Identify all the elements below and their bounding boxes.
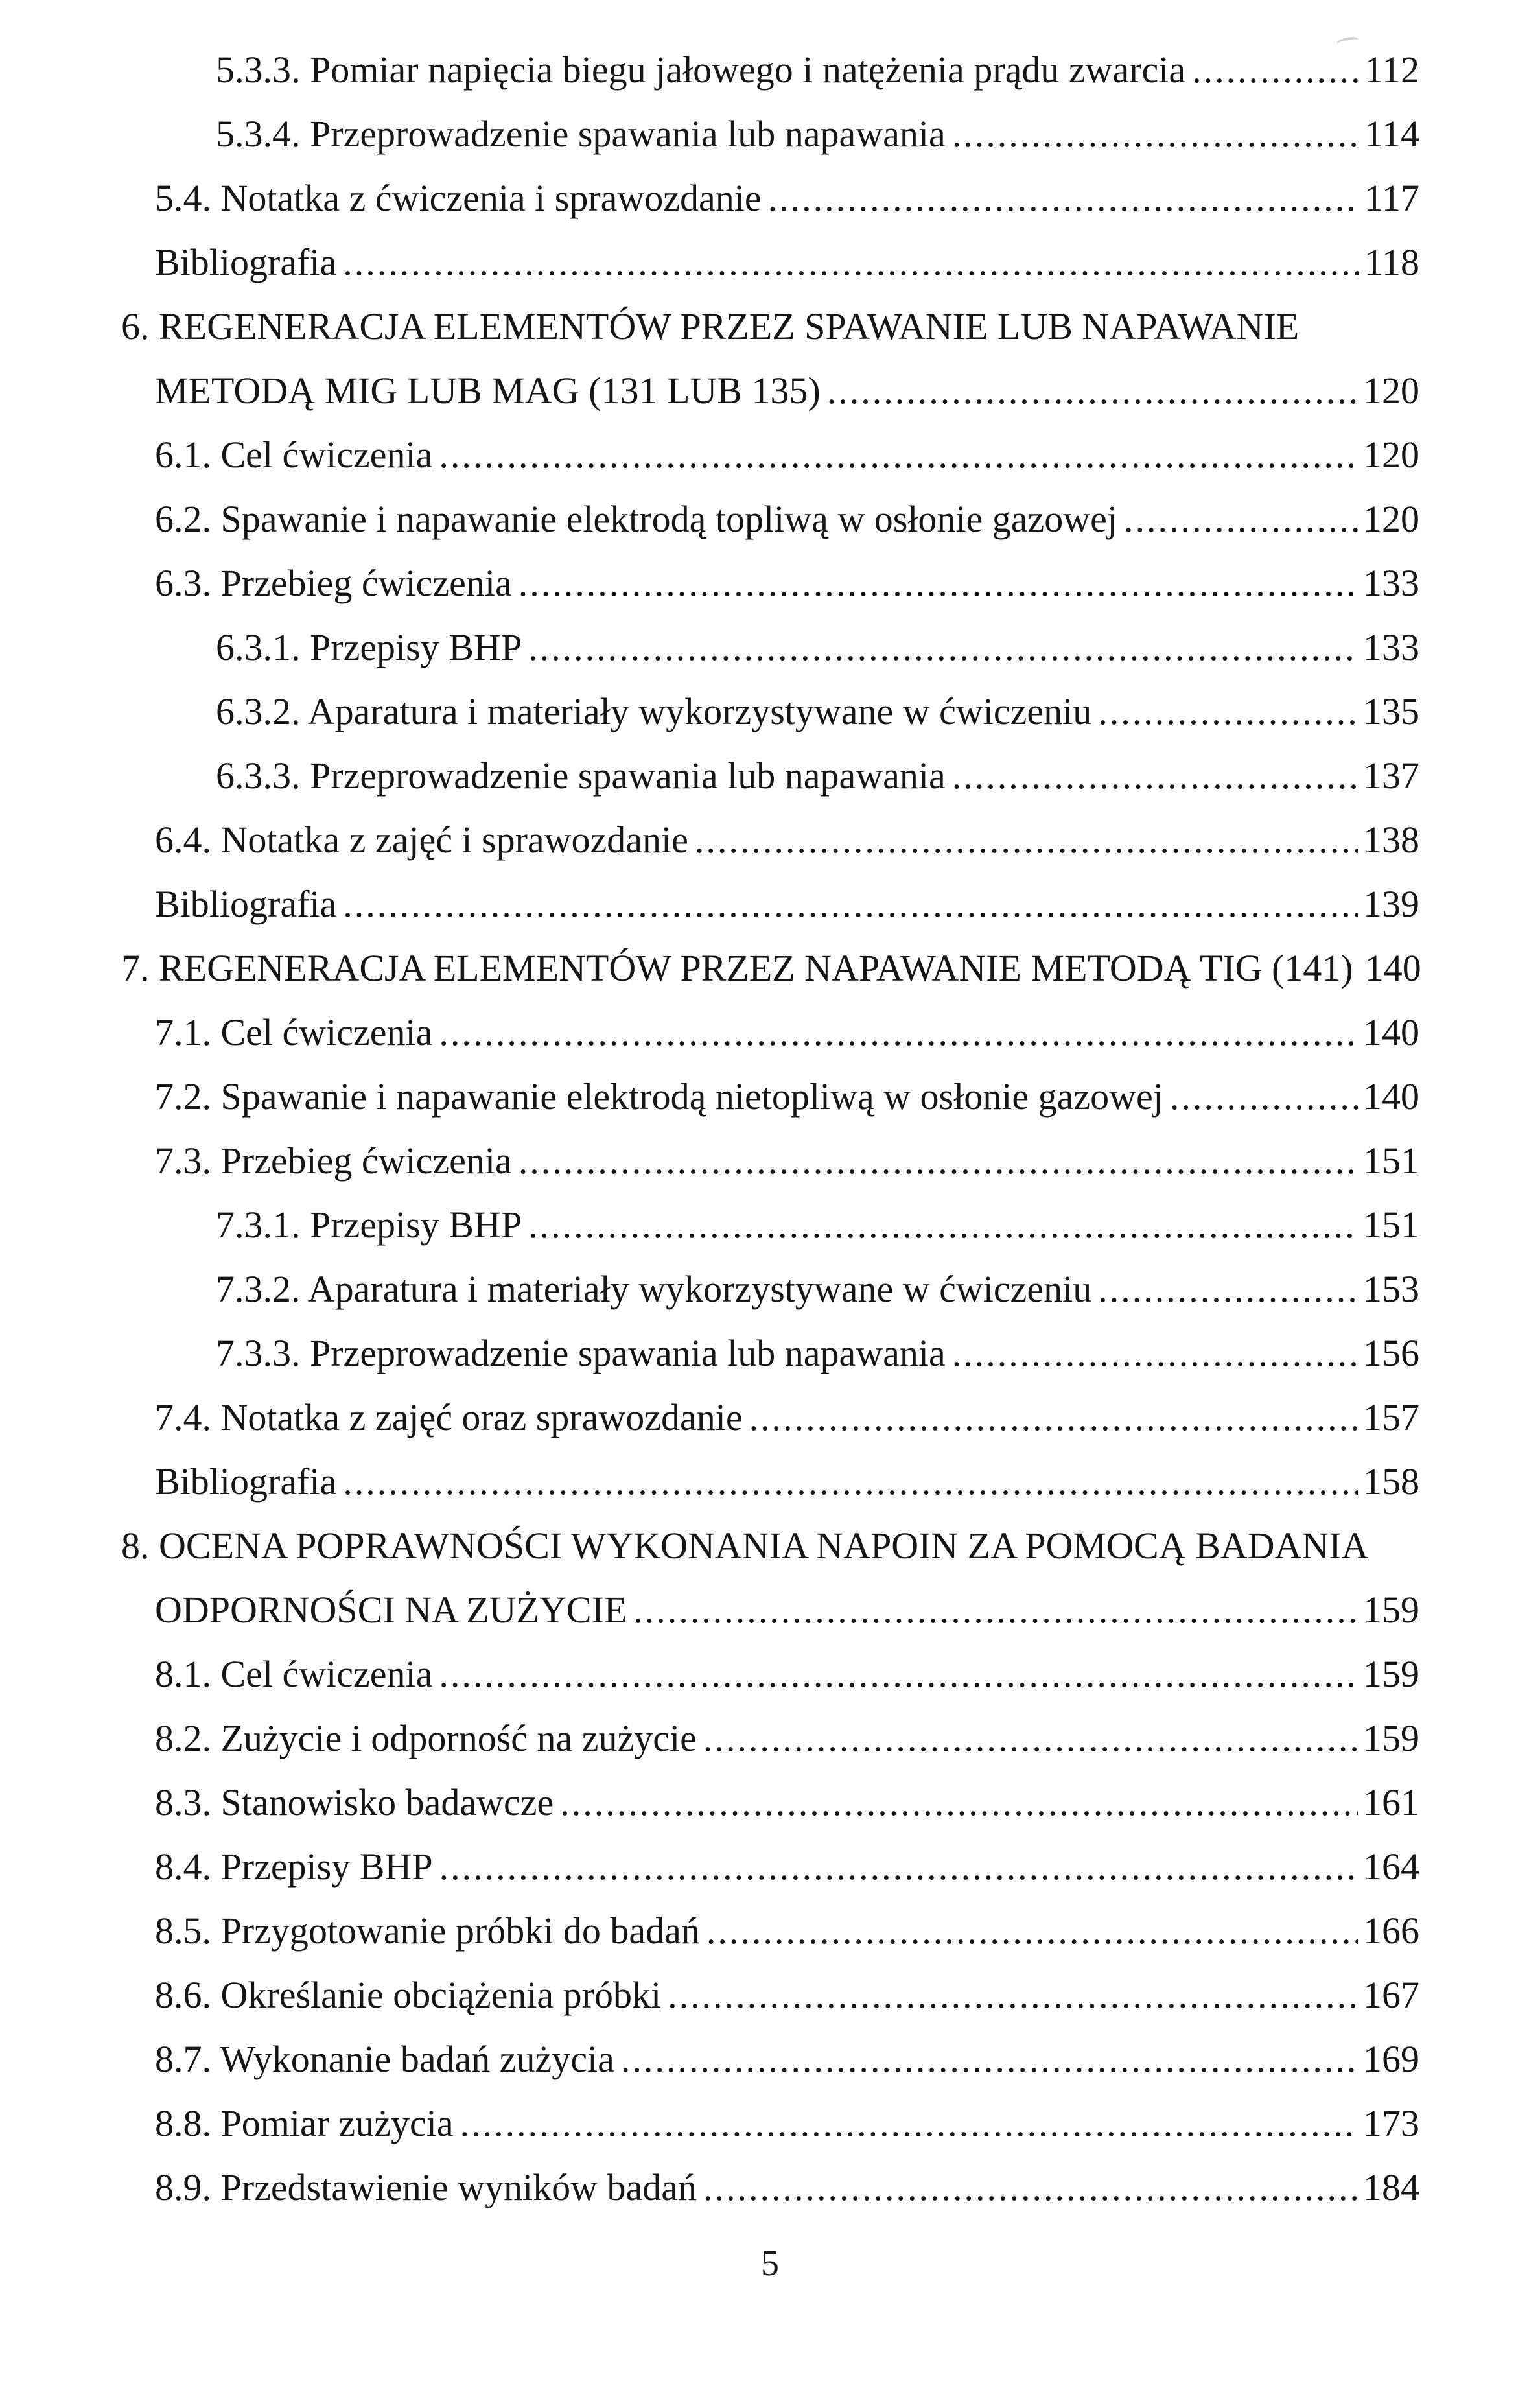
dot-leader — [703, 1706, 1358, 1770]
toc-entry-page: 173 — [1363, 2102, 1419, 2144]
toc-entry-page: 151 — [1363, 1204, 1419, 1246]
dot-leader — [439, 1000, 1358, 1064]
toc-entry — [121, 1000, 1419, 1064]
toc-entry-page: 138 — [1363, 819, 1419, 861]
dot-leader — [952, 743, 1358, 808]
toc-entry — [121, 551, 1419, 615]
toc-entry — [121, 1899, 1419, 1963]
dot-leader — [439, 423, 1358, 487]
dot-leader — [1192, 38, 1359, 102]
toc-entry — [121, 1385, 1419, 1449]
toc-entry-text: ODPORNOŚCI NA ZUŻYCIE — [155, 1589, 627, 1631]
dot-leader — [1098, 679, 1358, 743]
toc-entry-page: 117 — [1364, 177, 1419, 219]
dot-leader — [519, 1129, 1358, 1193]
toc-entry — [121, 743, 1419, 808]
toc-entry-page: 159 — [1363, 1589, 1419, 1631]
dot-leader — [343, 872, 1358, 936]
toc-entry-page: 139 — [1363, 883, 1419, 925]
toc-entry-text: 8.4. Przepisy BHP — [155, 1845, 433, 1888]
toc-entry-text: 8. OCENA POPRAWNOŚCI WYKONANIA NAPOIN ZA POMOCĄ BADANIA — [121, 1525, 1369, 1567]
toc-entry-text: 8.3. Stanowisko badawcze — [155, 1781, 554, 1823]
toc-entry — [121, 1834, 1419, 1899]
toc-entry — [121, 2027, 1419, 2091]
toc-entry-text: Bibliografia — [155, 1460, 337, 1503]
dot-leader — [706, 1899, 1358, 1963]
toc-entry-text: 8.9. Przedstawienie wyników badań — [155, 2166, 697, 2208]
toc-entry — [121, 1064, 1419, 1129]
toc-entry-text: 6.2. Spawanie i napawanie elektrodą topliwą w osłonie gazowej — [155, 498, 1117, 540]
toc-entry-text: 7.2. Spawanie i napawanie elektrodą nietopliwą w osłonie gazowej — [155, 1075, 1163, 1118]
toc-entry — [121, 230, 1419, 294]
toc-entry — [121, 936, 1419, 1000]
toc-entry — [121, 1578, 1419, 1642]
toc-entry-text: 5.3.3. Pomiar napięcia biegu jałowego i natężenia prądu zwarcia — [216, 49, 1186, 91]
dot-leader — [952, 1321, 1358, 1385]
toc-entry — [121, 487, 1419, 551]
toc-entry — [121, 1642, 1419, 1706]
toc-entry — [121, 1770, 1419, 1834]
toc-entry-page: 140 — [1363, 1075, 1419, 1118]
toc-entry — [121, 166, 1419, 230]
toc-entry-text: 6.3.1. Przepisy BHP — [216, 626, 522, 668]
toc-entry-text: 6.4. Notatka z zajęć i sprawozdanie — [155, 819, 688, 861]
toc-entry-page: 184 — [1363, 2166, 1419, 2208]
toc-entry-page: 161 — [1363, 1781, 1419, 1823]
toc-entry-page: 133 — [1363, 562, 1419, 604]
dot-leader — [439, 1834, 1358, 1899]
toc-entry — [121, 1706, 1419, 1770]
dot-leader — [528, 615, 1358, 679]
dot-leader — [519, 551, 1358, 615]
toc-entry-text: 5.3.4. Przeprowadzenie spawania lub napawania — [216, 113, 946, 155]
toc-entry — [121, 872, 1419, 936]
toc-entry-page: 140 — [1364, 947, 1421, 989]
dot-leader — [768, 166, 1359, 230]
toc-entry — [121, 2155, 1419, 2219]
toc-entry-page: 167 — [1363, 1974, 1419, 2016]
toc-entry-page: 112 — [1364, 49, 1419, 91]
dot-leader — [668, 1963, 1358, 2027]
toc-entry-page: 164 — [1363, 1845, 1419, 1888]
toc-entry-text: 8.6. Określanie obciążenia próbki — [155, 1974, 662, 2016]
toc-entry — [121, 615, 1419, 679]
dot-leader — [952, 102, 1359, 166]
footer-page-number: 5 — [761, 2243, 779, 2284]
toc-entry-page: 120 — [1363, 498, 1419, 540]
toc-entry — [121, 808, 1419, 872]
toc-entry-text: Bibliografia — [155, 241, 337, 283]
toc-entry-text: 7.4. Notatka z zajęć oraz sprawozdanie — [155, 1396, 743, 1438]
toc-entry-text: 8.7. Wykonanie badań zużycia — [155, 2038, 614, 2080]
toc-entry-text: 7.3.3. Przeprowadzenie spawania lub napawania — [216, 1332, 946, 1374]
toc-entry-page: 133 — [1363, 626, 1419, 668]
toc-entry-page: 159 — [1363, 1717, 1419, 1759]
toc-entry — [121, 2091, 1419, 2155]
toc-entry-text: 5.4. Notatka z ćwiczenia i sprawozdanie — [155, 177, 762, 219]
toc-entry — [121, 38, 1419, 102]
toc-entry-page: 159 — [1363, 1653, 1419, 1695]
dot-leader — [343, 1449, 1358, 1514]
table-of-contents — [121, 38, 1419, 2219]
toc-entry-text: 6.3.2. Aparatura i materiały wykorzystywane w ćwiczeniu — [216, 690, 1092, 732]
dot-leader — [1170, 1064, 1358, 1129]
toc-entry-text: METODĄ MIG LUB MAG (131 LUB 135) — [155, 369, 821, 412]
dot-leader — [827, 358, 1358, 423]
toc-entry — [121, 679, 1419, 743]
toc-entry-page: 120 — [1363, 434, 1419, 476]
toc-entry-text: 6.1. Cel ćwiczenia — [155, 434, 433, 476]
toc-entry-page: 166 — [1363, 1910, 1419, 1952]
toc-entry-text: 6.3.3. Przeprowadzenie spawania lub napawania — [216, 755, 946, 797]
toc-entry-page: 114 — [1364, 113, 1419, 155]
dot-leader — [703, 2155, 1358, 2219]
toc-entry-text: 7.1. Cel ćwiczenia — [155, 1011, 433, 1053]
dot-leader — [528, 1193, 1358, 1257]
dot-leader — [439, 1642, 1358, 1706]
toc-entry — [121, 1321, 1419, 1385]
dot-leader — [343, 230, 1359, 294]
toc-entry-page: 156 — [1363, 1332, 1419, 1374]
dot-leader — [460, 2091, 1358, 2155]
toc-entry-text: 7.3. Przebieg ćwiczenia — [155, 1140, 512, 1182]
toc-entry-text: 8.1. Cel ćwiczenia — [155, 1653, 433, 1695]
toc-entry — [121, 294, 1419, 358]
toc-entry-page: 169 — [1363, 2038, 1419, 2080]
toc-entry-text: 7.3.1. Przepisy BHP — [216, 1204, 522, 1246]
dot-leader — [749, 1385, 1358, 1449]
dot-leader — [1098, 1257, 1358, 1321]
dot-leader — [560, 1770, 1358, 1834]
toc-entry-page: 158 — [1363, 1460, 1419, 1503]
toc-entry — [121, 1193, 1419, 1257]
toc-entry — [121, 358, 1419, 423]
dot-leader — [621, 2027, 1358, 2091]
toc-entry — [121, 423, 1419, 487]
toc-entry — [121, 1449, 1419, 1514]
toc-entry-text: 7.3.2. Aparatura i materiały wykorzystywane w ćwiczeniu — [216, 1268, 1092, 1310]
toc-entry — [121, 1129, 1419, 1193]
dot-leader — [1124, 487, 1358, 551]
toc-entry-page: 140 — [1363, 1011, 1419, 1053]
toc-entry-page: 118 — [1364, 241, 1419, 283]
dot-leader — [633, 1578, 1358, 1642]
toc-entry — [121, 1514, 1419, 1578]
toc-entry — [121, 1257, 1419, 1321]
toc-entry-page: 157 — [1363, 1396, 1419, 1438]
dot-leader — [695, 808, 1358, 872]
toc-entry-page: 137 — [1363, 755, 1419, 797]
toc-entry-text: 8.2. Zużycie i odporność na zużycie — [155, 1717, 697, 1759]
toc-entry-page: 153 — [1363, 1268, 1419, 1310]
toc-entry-page: 151 — [1363, 1140, 1419, 1182]
toc-entry-page: 120 — [1363, 369, 1419, 412]
toc-entry-text: 8.5. Przygotowanie próbki do badań — [155, 1910, 700, 1952]
toc-entry-page: 135 — [1363, 690, 1419, 732]
toc-entry-text: 8.8. Pomiar zużycia — [155, 2102, 454, 2144]
toc-entry-text: 7. REGENERACJA ELEMENTÓW PRZEZ NAPAWANIE METODĄ TIG (141) — [121, 947, 1353, 989]
toc-entry-text: Bibliografia — [155, 883, 337, 925]
toc-entry — [121, 102, 1419, 166]
toc-entry-text: 6. REGENERACJA ELEMENTÓW PRZEZ SPAWANIE LUB NAPAWANIE — [121, 305, 1300, 347]
toc-entry-text: 6.3. Przebieg ćwiczenia — [155, 562, 512, 604]
toc-entry — [121, 1963, 1419, 2027]
